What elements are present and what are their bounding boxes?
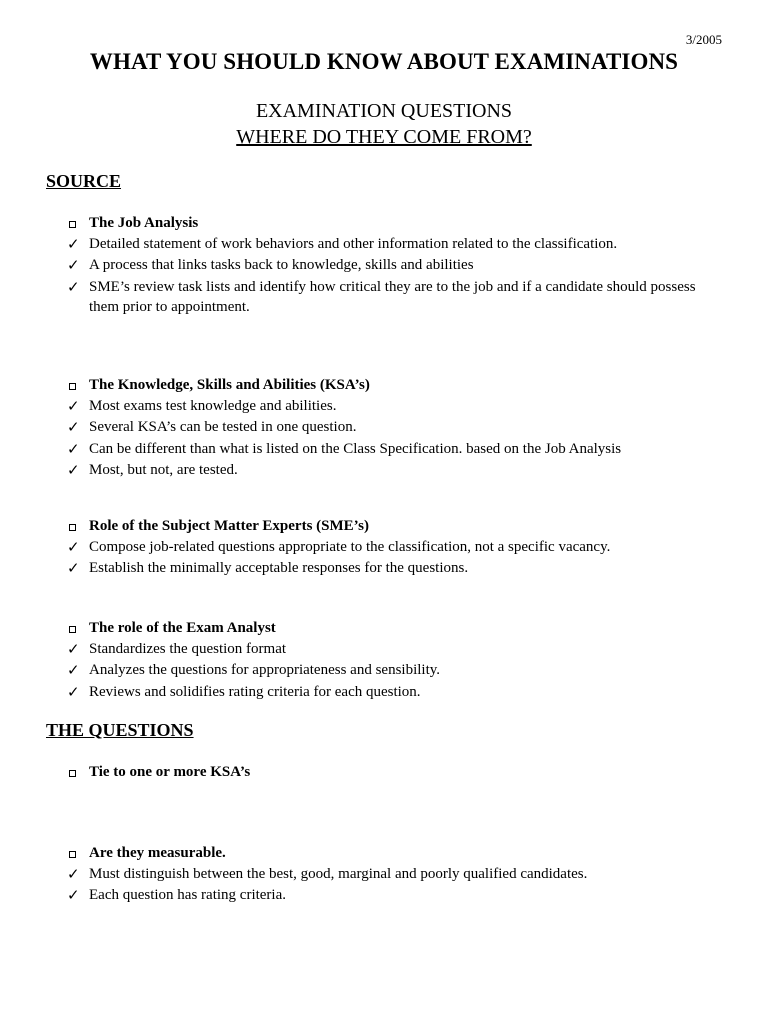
list-item-text: Most, but not, are tested. — [89, 461, 238, 478]
checkmark-icon: ✓ — [67, 235, 80, 254]
checkmark-icon: ✓ — [67, 460, 80, 479]
group-title: The role of the Exam Analyst — [89, 620, 276, 636]
list-item — [67, 537, 727, 558]
checkmark-icon: ✓ — [67, 418, 80, 437]
checkmark-icon: ✓ — [67, 397, 80, 416]
list-item-text: Establish the minimally acceptable responses for the questions. — [89, 560, 469, 577]
list-item — [67, 864, 727, 885]
list-item-text: Analyzes the questions for appropriateness and sensibility. — [89, 662, 441, 679]
list-item — [67, 682, 727, 703]
group-job-analysis — [67, 213, 727, 317]
group-title-row — [67, 762, 727, 783]
document-date: 3/2005 — [685, 32, 722, 47]
list-item-text: A process that links tasks back to knowledge, skills and abilities — [89, 257, 474, 274]
list-item-text: Can be different than what is listed on the Class Specification. based on the Job Analysis — [89, 440, 622, 457]
list-item-text: Reviews and solidifies rating criteria for each question. — [89, 683, 421, 700]
group-measurable — [67, 843, 727, 907]
square-bullet-icon — [69, 851, 76, 858]
square-bullet-icon — [69, 383, 76, 390]
list-item — [67, 417, 727, 438]
list-item-text: Detailed statement of work behaviors and other information related to the classification. — [89, 236, 618, 253]
checkmark-icon: ✓ — [67, 640, 80, 659]
list-item-text: Most exams test knowledge and abilities. — [89, 398, 337, 415]
checkmark-icon: ✓ — [67, 661, 80, 680]
square-bullet-icon — [69, 524, 76, 531]
group-exam-analyst — [67, 618, 727, 703]
group-title: The Knowledge, Skills and Abilities (KSA’s) — [89, 377, 370, 393]
group-title: Role of the Subject Matter Experts (SME’s) — [89, 518, 369, 534]
list-item-text: Standardizes the question format — [89, 641, 287, 658]
list-item — [67, 234, 727, 255]
checkmark-icon: ✓ — [67, 559, 80, 578]
square-bullet-icon — [69, 221, 76, 228]
checkmark-icon: ✓ — [67, 886, 80, 905]
list-item — [67, 885, 727, 906]
list-item — [67, 396, 727, 417]
checkmark-icon: ✓ — [67, 439, 80, 458]
list-item — [67, 639, 727, 660]
checkmark-icon: ✓ — [67, 256, 80, 275]
group-title: Tie to one or more KSA’s — [89, 764, 251, 780]
document-title: WHAT YOU SHOULD KNOW ABOUT EXAMINATIONS — [89, 49, 679, 74]
checkmark-icon: ✓ — [67, 538, 80, 557]
checkmark-icon: ✓ — [67, 865, 80, 884]
group-sme-role — [67, 516, 727, 580]
group-title-row — [67, 843, 727, 864]
subtitle-examination-questions: EXAMINATION QUESTIONS — [255, 100, 513, 122]
group-title-row — [67, 516, 727, 537]
list-item-text: Each question has rating criteria. — [89, 887, 287, 904]
subtitle-where-from: WHERE DO THEY COME FROM? — [236, 126, 532, 148]
checkmark-icon: ✓ — [67, 277, 80, 296]
group-title: The Job Analysis — [89, 215, 199, 231]
list-item — [67, 660, 727, 681]
section-heading-questions: THE QUESTIONS — [46, 720, 194, 740]
group-tie-to-ksas — [67, 762, 727, 783]
group-title: Are they measurable. — [89, 845, 226, 861]
list-item — [67, 439, 727, 460]
group-title-row — [67, 375, 727, 396]
list-item-text: Must distinguish between the best, good, marginal and poorly qualified candidates. — [89, 866, 588, 883]
list-item — [67, 558, 727, 579]
list-item — [67, 460, 727, 481]
square-bullet-icon — [69, 626, 76, 633]
list-item-text: SME’s review task lists and identify how critical they are to the job and if a candidate should possess them prior to appointment. — [89, 278, 696, 315]
group-title-row — [67, 213, 727, 234]
list-item-text: Several KSA’s can be tested in one question. — [89, 419, 357, 436]
list-item — [67, 277, 727, 317]
group-ksas — [67, 375, 727, 481]
square-bullet-icon — [69, 770, 76, 777]
section-heading-source: SOURCE — [46, 171, 122, 191]
group-title-row — [67, 618, 727, 639]
checkmark-icon: ✓ — [67, 682, 80, 701]
list-item-text: Compose job-related questions appropriate to the classification, not a specific vacancy. — [89, 539, 611, 556]
list-item — [67, 255, 727, 276]
